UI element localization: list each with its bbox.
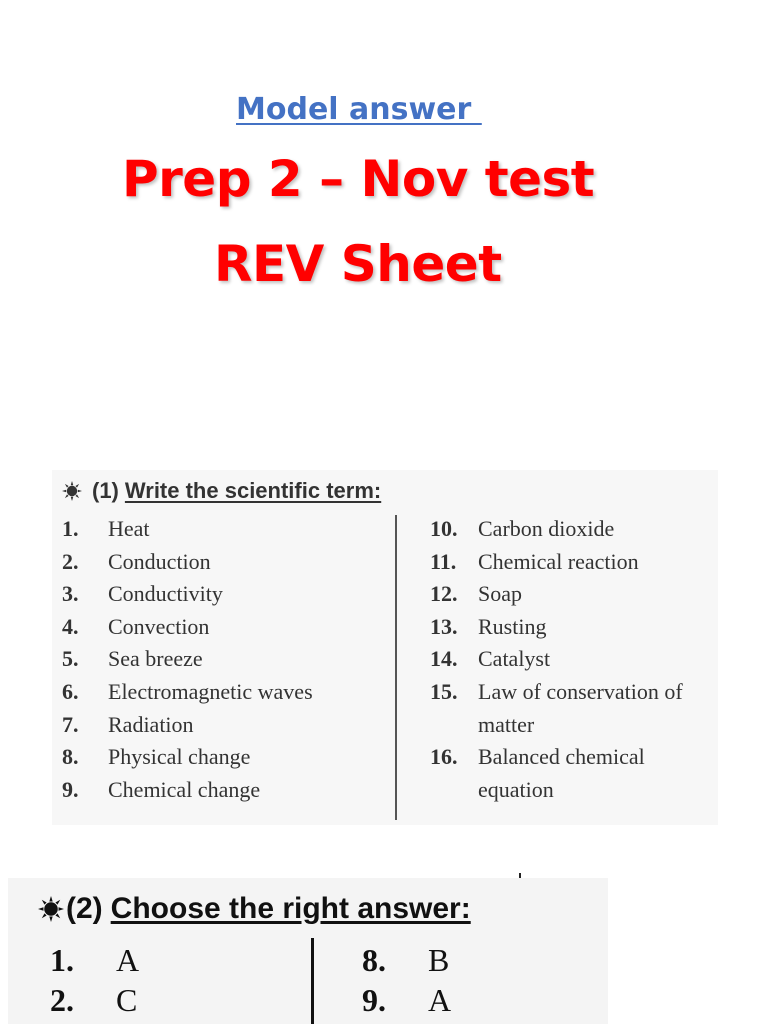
list-item bbox=[62, 546, 382, 579]
list-item bbox=[62, 741, 382, 774]
item-number: 13. bbox=[430, 613, 458, 639]
answers-right-column bbox=[362, 940, 451, 1020]
item-number: 16. bbox=[430, 744, 458, 770]
item-answer: matter bbox=[478, 711, 535, 737]
item-answer: Chemical change bbox=[108, 776, 261, 802]
item-answer: Rusting bbox=[478, 613, 547, 639]
terms-right-column bbox=[430, 513, 720, 806]
item-answer: Sea breeze bbox=[108, 646, 203, 672]
list-item-continuation bbox=[430, 709, 720, 742]
item-answer: Carbon dioxide bbox=[478, 516, 615, 541]
list-item bbox=[50, 980, 139, 1020]
section-1-title: Write the scientific term: bbox=[124, 478, 382, 503]
terms-left-column bbox=[62, 513, 382, 806]
item-answer: A bbox=[116, 942, 140, 978]
list-item bbox=[62, 676, 382, 709]
item-number: 1. bbox=[62, 516, 79, 541]
list-item bbox=[430, 643, 720, 676]
item-number bbox=[430, 774, 478, 807]
item-number: 15. bbox=[430, 678, 458, 704]
item-number: 5. bbox=[62, 646, 79, 672]
list-item bbox=[62, 578, 382, 611]
section-1-number: (1) bbox=[92, 478, 119, 503]
item-answer: C bbox=[116, 982, 138, 1018]
section-2-number: (2) bbox=[66, 892, 103, 925]
item-answer: Soap bbox=[478, 581, 522, 607]
item-number: 9. bbox=[362, 982, 386, 1018]
answers-left-column bbox=[50, 940, 139, 1020]
column-divider bbox=[395, 515, 397, 820]
page-title-line-1: Prep 2 – Nov test bbox=[122, 150, 595, 208]
model-answer-heading: Model answer bbox=[236, 92, 482, 127]
item-number: 8. bbox=[362, 942, 386, 978]
item-answer: B bbox=[428, 942, 450, 978]
list-item bbox=[430, 513, 720, 546]
item-number: 10. bbox=[430, 516, 458, 541]
item-number: 8. bbox=[62, 744, 79, 770]
sun-bullet-icon bbox=[38, 896, 64, 922]
item-answer: Catalyst bbox=[478, 646, 551, 672]
list-item bbox=[62, 709, 382, 742]
item-number: 4. bbox=[62, 613, 79, 639]
list-item bbox=[362, 980, 451, 1020]
item-answer: Balanced chemical bbox=[478, 744, 645, 770]
item-number: 11. bbox=[430, 548, 457, 574]
page-title-line-2: REV Sheet bbox=[214, 235, 502, 293]
section-2-title: Choose the right answer: bbox=[110, 892, 471, 925]
item-answer: Conduction bbox=[108, 548, 211, 574]
list-item bbox=[430, 578, 720, 611]
item-answer: Electromagnetic waves bbox=[108, 678, 313, 704]
item-answer: equation bbox=[478, 776, 554, 802]
item-answer: A bbox=[428, 982, 452, 1018]
list-item bbox=[430, 741, 720, 774]
item-answer: Conductivity bbox=[108, 581, 223, 607]
item-number bbox=[430, 709, 478, 742]
item-answer: Chemical reaction bbox=[478, 548, 639, 574]
item-answer: Radiation bbox=[108, 711, 194, 737]
item-number: 6. bbox=[62, 678, 79, 704]
item-number: 3. bbox=[62, 581, 79, 607]
section-1-heading bbox=[62, 478, 381, 504]
list-item bbox=[62, 611, 382, 644]
item-number: 2. bbox=[62, 548, 79, 574]
list-item bbox=[50, 940, 139, 980]
sun-bullet-icon bbox=[62, 481, 82, 501]
list-item-continuation bbox=[430, 774, 720, 807]
column-divider bbox=[311, 938, 314, 1024]
section-2-heading bbox=[38, 892, 471, 926]
item-answer: Physical change bbox=[108, 744, 251, 770]
section-scientific-terms bbox=[52, 470, 718, 825]
item-number: 9. bbox=[62, 776, 79, 802]
item-answer: Heat bbox=[108, 516, 150, 541]
list-item bbox=[362, 940, 451, 980]
item-number: 12. bbox=[430, 581, 458, 607]
item-number: 2. bbox=[50, 982, 74, 1018]
list-item bbox=[430, 676, 720, 709]
item-answer: Convection bbox=[108, 613, 210, 639]
list-item bbox=[430, 611, 720, 644]
list-item bbox=[62, 643, 382, 676]
item-answer: Law of conservation of bbox=[478, 678, 683, 704]
list-item bbox=[430, 546, 720, 579]
list-item bbox=[62, 513, 382, 546]
item-number: 7. bbox=[62, 711, 79, 737]
list-item bbox=[62, 774, 382, 807]
section-choose-answer bbox=[8, 878, 608, 1024]
item-number: 1. bbox=[50, 942, 74, 978]
item-number: 14. bbox=[430, 646, 458, 672]
